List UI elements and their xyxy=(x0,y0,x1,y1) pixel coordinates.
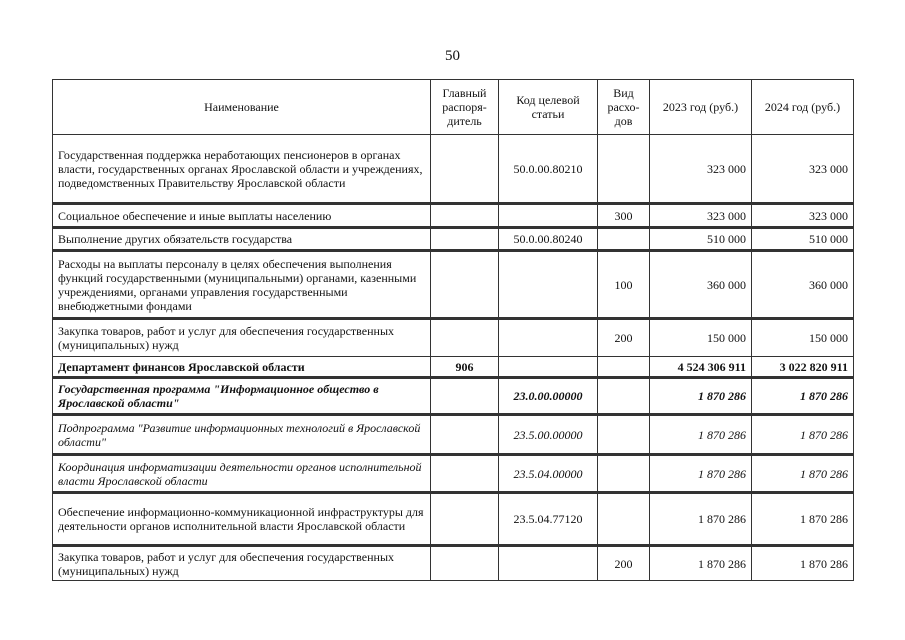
row-2023: 323 000 xyxy=(650,204,752,228)
row-2024: 150 000 xyxy=(752,319,854,357)
table-row xyxy=(53,228,854,251)
page-number: 50 xyxy=(445,48,460,64)
row-chief xyxy=(431,251,499,319)
table-row xyxy=(53,319,854,357)
row-vid: 300 xyxy=(598,204,650,228)
row-vid: 200 xyxy=(598,546,650,581)
row-name: Социальное обеспечение и иные выплаты населению xyxy=(53,204,431,228)
header-name: Наименование xyxy=(53,80,431,135)
row-vid xyxy=(598,493,650,546)
header-year-2023: 2023 год (руб.) xyxy=(650,80,752,135)
table-row xyxy=(53,357,854,378)
row-code xyxy=(499,251,598,319)
row-chief xyxy=(431,204,499,228)
row-code: 23.5.04.77120 xyxy=(499,493,598,546)
row-code xyxy=(499,546,598,581)
row-chief xyxy=(431,228,499,251)
row-2024: 360 000 xyxy=(752,251,854,319)
row-name: Государственная программа "Информационное общество в Ярославской области" xyxy=(53,378,431,415)
row-chief xyxy=(431,546,499,581)
row-code: 50.0.00.80240 xyxy=(499,228,598,251)
row-code: 23.5.00.00000 xyxy=(499,415,598,455)
table-row xyxy=(53,455,854,493)
table-header-row xyxy=(53,80,854,135)
row-2024: 1 870 286 xyxy=(752,493,854,546)
row-vid xyxy=(598,415,650,455)
row-chief xyxy=(431,455,499,493)
budget-table xyxy=(52,79,854,581)
row-2024: 3 022 820 911 xyxy=(752,357,854,378)
row-name: Государственная поддержка неработающих пенсионеров в органах власти, государственных органах Ярославской области и учреждениях, подведомственных Правительству Ярославской области xyxy=(53,135,431,204)
row-vid: 100 xyxy=(598,251,650,319)
table-row xyxy=(53,546,854,581)
row-2024: 510 000 xyxy=(752,228,854,251)
row-vid xyxy=(598,357,650,378)
header-expense-type: Вид расхо-дов xyxy=(598,80,650,135)
row-2023: 1 870 286 xyxy=(650,455,752,493)
row-2024: 1 870 286 xyxy=(752,455,854,493)
table-row xyxy=(53,204,854,228)
row-2023: 360 000 xyxy=(650,251,752,319)
row-code xyxy=(499,204,598,228)
row-2023: 323 000 xyxy=(650,135,752,204)
row-2023: 4 524 306 911 xyxy=(650,357,752,378)
row-name: Обеспечение информационно-коммуникационной инфраструктуры для деятельности органов исполнительной власти Ярославской области xyxy=(53,493,431,546)
table-row xyxy=(53,251,854,319)
row-2024: 323 000 xyxy=(752,135,854,204)
row-vid: 200 xyxy=(598,319,650,357)
row-chief xyxy=(431,378,499,415)
row-2023: 510 000 xyxy=(650,228,752,251)
row-chief xyxy=(431,319,499,357)
row-name: Закупка товаров, работ и услуг для обеспечения государственных (муниципальных) нужд xyxy=(53,319,431,357)
row-2023: 1 870 286 xyxy=(650,415,752,455)
row-code xyxy=(499,357,598,378)
row-name: Координация информатизации деятельности органов исполнительной власти Ярославской области xyxy=(53,455,431,493)
row-name: Выполнение других обязательств государства xyxy=(53,228,431,251)
row-name: Подпрограмма "Развитие информационных технологий в Ярославской области" xyxy=(53,415,431,455)
row-chief xyxy=(431,493,499,546)
row-vid xyxy=(598,455,650,493)
row-2023: 150 000 xyxy=(650,319,752,357)
table-row xyxy=(53,378,854,415)
row-2024: 1 870 286 xyxy=(752,378,854,415)
row-2024: 1 870 286 xyxy=(752,415,854,455)
row-name: Закупка товаров, работ и услуг для обеспечения государственных (муниципальных) нужд xyxy=(53,546,431,581)
row-vid xyxy=(598,378,650,415)
row-chief: 906 xyxy=(431,357,499,378)
row-2024: 1 870 286 xyxy=(752,546,854,581)
row-code xyxy=(499,319,598,357)
table-row xyxy=(53,415,854,455)
header-chief-manager: Главный распоря-дитель xyxy=(431,80,499,135)
row-code: 23.5.04.00000 xyxy=(499,455,598,493)
row-2023: 1 870 286 xyxy=(650,546,752,581)
row-name: Расходы на выплаты персоналу в целях обеспечения выполнения функций государственными (муниципальными) органами, казенными учреждениями, органами управления государственными внебюджетными фондами xyxy=(53,251,431,319)
table-row xyxy=(53,135,854,204)
row-2024: 323 000 xyxy=(752,204,854,228)
row-code: 50.0.00.80210 xyxy=(499,135,598,204)
row-chief xyxy=(431,135,499,204)
row-chief xyxy=(431,415,499,455)
header-year-2024: 2024 год (руб.) xyxy=(752,80,854,135)
row-2023: 1 870 286 xyxy=(650,493,752,546)
table-row xyxy=(53,493,854,546)
row-2023: 1 870 286 xyxy=(650,378,752,415)
row-vid xyxy=(598,228,650,251)
header-target-code: Код целевой статьи xyxy=(499,80,598,135)
row-code: 23.0.00.00000 xyxy=(499,378,598,415)
row-name: Департамент финансов Ярославской области xyxy=(53,357,431,378)
row-vid xyxy=(598,135,650,204)
